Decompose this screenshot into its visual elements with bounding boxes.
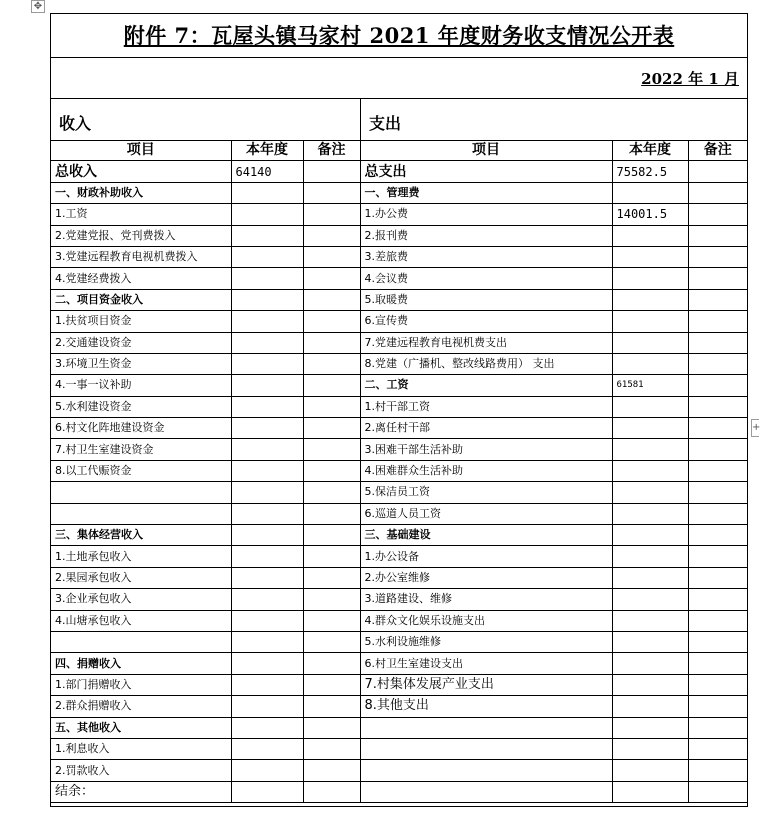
expense-item-cell[interactable]: 3.困难干部生活补助 [360, 439, 612, 460]
expense-value-cell[interactable] [612, 717, 688, 738]
table-row [51, 653, 747, 674]
income-note-cell[interactable] [303, 631, 360, 652]
expense-note-cell[interactable] [688, 631, 747, 652]
column-header-row [51, 140, 747, 161]
income-item-cell[interactable]: 三、集体经营收入 [51, 525, 231, 546]
expense-note-cell[interactable] [688, 546, 747, 567]
table-row [51, 546, 747, 567]
income-item-cell[interactable]: 二、项目资金收入 [51, 289, 231, 310]
expense-item-cell[interactable]: 1.办公设备 [360, 546, 612, 567]
expense-item-cell[interactable]: 二、工资 [360, 375, 612, 396]
income-value-cell[interactable] [231, 225, 303, 246]
expense-item-cell[interactable]: 4.群众文化娱乐设施支出 [360, 610, 612, 631]
ledger-grid [51, 140, 747, 803]
income-value-cell[interactable] [231, 246, 303, 267]
expense-value-cell[interactable] [612, 289, 688, 310]
total-row [51, 161, 747, 182]
expense-note-cell[interactable] [688, 311, 747, 332]
income-item-cell[interactable] [51, 503, 231, 524]
expense-note-cell[interactable] [688, 246, 747, 267]
title-row [51, 14, 747, 58]
income-note-cell[interactable] [303, 289, 360, 310]
income-value-cell[interactable] [231, 760, 303, 781]
expense-item-cell[interactable]: 一、管理费 [360, 182, 612, 203]
income-value-cell[interactable] [231, 653, 303, 674]
income-item-cell[interactable]: 1.部门捐赠收入 [51, 674, 231, 695]
expense-value-cell[interactable] [612, 738, 688, 759]
income-value-cell[interactable] [231, 589, 303, 610]
income-note-cell[interactable] [303, 781, 360, 802]
table-row [51, 396, 747, 417]
expense-item-cell[interactable]: 6.村卫生室建设支出 [360, 653, 612, 674]
income-value-cell[interactable] [231, 460, 303, 481]
expense-item-cell[interactable]: 7.村集体发展产业支出 [360, 674, 612, 695]
income-note-cell[interactable] [303, 760, 360, 781]
income-value-cell[interactable] [231, 781, 303, 802]
income-note-cell[interactable] [303, 482, 360, 503]
expense-note-cell[interactable] [688, 268, 747, 289]
income-note-cell[interactable] [303, 375, 360, 396]
expense-value-cell[interactable] [612, 268, 688, 289]
expense-value-cell[interactable] [612, 460, 688, 481]
expense-item-cell[interactable]: 5.取暖费 [360, 289, 612, 310]
income-item-cell[interactable]: 2.党建党报、党刊费拨入 [51, 225, 231, 246]
expense-note-cell[interactable] [688, 204, 747, 225]
table-row [51, 182, 747, 203]
income-note-cell[interactable] [303, 738, 360, 759]
income-note-cell[interactable] [303, 653, 360, 674]
income-value-cell[interactable] [231, 268, 303, 289]
expense-item-cell[interactable]: 4.会议费 [360, 268, 612, 289]
income-total-value[interactable]: 64140 [231, 161, 303, 182]
income-item-cell[interactable]: 2.罚款收入 [51, 760, 231, 781]
expense-value-cell[interactable] [612, 653, 688, 674]
section-header-row [51, 99, 747, 141]
expense-label: 支出 [369, 114, 402, 133]
expense-note-cell[interactable] [688, 375, 747, 396]
expense-item-cell[interactable]: 8.党建（广播机、整改线路费用） 支出 [360, 353, 612, 374]
income-note-cell[interactable] [303, 567, 360, 588]
expense-note-cell[interactable] [688, 460, 747, 481]
table-row [51, 610, 747, 631]
expense-note-cell[interactable] [688, 760, 747, 781]
income-note-cell[interactable] [303, 182, 360, 203]
table-row [51, 268, 747, 289]
table-row [51, 717, 747, 738]
finance-table [50, 13, 748, 807]
expense-item-cell[interactable]: 2.报刊费 [360, 225, 612, 246]
income-value-cell[interactable] [231, 567, 303, 588]
income-item-cell[interactable]: 2.群众捐赠收入 [51, 696, 231, 717]
expense-item-cell[interactable]: 8.其他支出 [360, 696, 612, 717]
income-item-cell[interactable]: 8.以工代赈资金 [51, 460, 231, 481]
report-date: 2022 年 1 月 [641, 70, 739, 88]
table-row [51, 353, 747, 374]
expense-item-cell[interactable]: 三、基础建设 [360, 525, 612, 546]
expense-note-cell[interactable] [688, 418, 747, 439]
income-value-cell[interactable] [231, 418, 303, 439]
expense-item-cell[interactable]: 5.保洁员工资 [360, 482, 612, 503]
income-value-cell[interactable] [231, 546, 303, 567]
expense-note-cell[interactable] [688, 332, 747, 353]
income-item-cell[interactable]: 4.山塘承包收入 [51, 610, 231, 631]
expense-value-cell[interactable] [612, 696, 688, 717]
expense-total-label[interactable]: 总支出 [360, 161, 612, 182]
income-value-cell[interactable] [231, 717, 303, 738]
expense-value-cell[interactable] [612, 610, 688, 631]
table-row [51, 567, 747, 588]
expense-item-cell[interactable] [360, 760, 612, 781]
expense-value-cell[interactable] [612, 482, 688, 503]
expense-total-note[interactable] [688, 161, 747, 182]
income-value-cell[interactable] [231, 332, 303, 353]
income-note-cell[interactable] [303, 418, 360, 439]
table-row [51, 696, 747, 717]
expense-note-cell[interactable] [688, 610, 747, 631]
expense-item-cell[interactable]: 7.党建远程教育电视机费支出 [360, 332, 612, 353]
income-item-cell[interactable]: 4.党建经费拨入 [51, 268, 231, 289]
expense-item-cell[interactable]: 2.离任村干部 [360, 418, 612, 439]
income-item-cell[interactable]: 1.工资 [51, 204, 231, 225]
expense-value-cell[interactable] [612, 760, 688, 781]
expense-value-cell[interactable] [612, 503, 688, 524]
table-row [51, 225, 747, 246]
income-item-cell[interactable]: 6.村文化阵地建设资金 [51, 418, 231, 439]
expense-value-cell[interactable] [612, 781, 688, 802]
expense-note-cell[interactable] [688, 738, 747, 759]
expense-note-cell[interactable] [688, 225, 747, 246]
income-note-cell[interactable] [303, 439, 360, 460]
income-note-cell[interactable] [303, 268, 360, 289]
income-note-cell[interactable] [303, 311, 360, 332]
income-value-cell[interactable] [231, 696, 303, 717]
expense-note-cell[interactable] [688, 182, 747, 203]
income-note-cell[interactable] [303, 225, 360, 246]
table-row [51, 311, 747, 332]
expense-note-cell[interactable] [688, 289, 747, 310]
income-note-cell[interactable] [303, 353, 360, 374]
expense-note-cell[interactable] [688, 482, 747, 503]
expense-value-cell[interactable] [612, 546, 688, 567]
income-note-cell[interactable] [303, 525, 360, 546]
expense-item-cell[interactable]: 2.办公室维修 [360, 567, 612, 588]
expense-note-cell[interactable] [688, 781, 747, 802]
table-row [51, 525, 747, 546]
income-item-cell[interactable]: 五、其他收入 [51, 717, 231, 738]
income-note-cell[interactable] [303, 717, 360, 738]
income-item-cell[interactable]: 1.扶贫项目资金 [51, 311, 231, 332]
expense-value-cell[interactable] [612, 674, 688, 695]
expense-item-cell[interactable]: 6.宣传费 [360, 311, 612, 332]
expense-note-cell[interactable] [688, 353, 747, 374]
income-note-cell[interactable] [303, 204, 360, 225]
expense-note-cell[interactable] [688, 589, 747, 610]
table-row [51, 332, 747, 353]
expense-note-cell[interactable] [688, 674, 747, 695]
expense-value-cell[interactable] [612, 225, 688, 246]
expense-value-cell[interactable]: 61581 [612, 375, 688, 396]
income-item-cell[interactable]: 7.村卫生室建设资金 [51, 439, 231, 460]
income-year-header: 本年度 [231, 140, 303, 161]
table-row [51, 460, 747, 481]
expense-value-cell[interactable] [612, 589, 688, 610]
income-item-cell[interactable]: 3.企业承包收入 [51, 589, 231, 610]
income-item-cell[interactable]: 四、捐赠收入 [51, 653, 231, 674]
income-note-header: 备注 [303, 140, 360, 161]
income-item-cell[interactable] [51, 631, 231, 652]
table-row [51, 738, 747, 759]
income-note-cell[interactable] [303, 546, 360, 567]
income-note-cell[interactable] [303, 503, 360, 524]
expense-item-cell[interactable] [360, 717, 612, 738]
expense-value-cell[interactable] [612, 182, 688, 203]
expense-item-cell[interactable] [360, 781, 612, 802]
expense-note-cell[interactable] [688, 567, 747, 588]
income-item-cell[interactable]: 4.一事一议补助 [51, 375, 231, 396]
income-item-cell[interactable]: 2.果园承包收入 [51, 567, 231, 588]
income-note-cell[interactable] [303, 674, 360, 695]
income-note-cell[interactable] [303, 246, 360, 267]
table-row [51, 246, 747, 267]
income-value-cell[interactable] [231, 439, 303, 460]
expense-value-cell[interactable] [612, 353, 688, 374]
income-value-cell[interactable] [231, 396, 303, 417]
income-item-cell[interactable]: 5.水利建设资金 [51, 396, 231, 417]
expense-year-header: 本年度 [612, 140, 688, 161]
table-row [51, 289, 747, 310]
table-row [51, 482, 747, 503]
income-note-cell[interactable] [303, 589, 360, 610]
table-row [51, 674, 747, 695]
expense-note-cell[interactable] [688, 396, 747, 417]
income-item-header: 项目 [51, 140, 231, 161]
expense-value-cell[interactable] [612, 525, 688, 546]
income-item-cell[interactable]: 3.党建远程教育电视机费拨入 [51, 246, 231, 267]
income-value-cell[interactable] [231, 503, 303, 524]
expense-total-value[interactable]: 75582.5 [612, 161, 688, 182]
expense-item-cell[interactable]: 1.村干部工资 [360, 396, 612, 417]
income-note-cell[interactable] [303, 696, 360, 717]
income-note-cell[interactable] [303, 396, 360, 417]
income-item-cell[interactable]: 1.土地承包收入 [51, 546, 231, 567]
income-note-cell[interactable] [303, 610, 360, 631]
expense-item-cell[interactable] [360, 738, 612, 759]
date-row [51, 58, 747, 99]
table-row [51, 781, 747, 802]
income-item-cell[interactable]: 1.利息收入 [51, 738, 231, 759]
income-value-cell[interactable] [231, 674, 303, 695]
income-value-cell[interactable] [231, 631, 303, 652]
income-value-cell[interactable] [231, 182, 303, 203]
expense-value-cell[interactable] [612, 311, 688, 332]
income-item-cell[interactable]: 一、财政补助收入 [51, 182, 231, 203]
table-row [51, 439, 747, 460]
expense-item-header: 项目 [360, 140, 612, 161]
income-item-cell[interactable]: 结余： [51, 781, 231, 802]
table-row [51, 375, 747, 396]
income-note-cell[interactable] [303, 460, 360, 481]
income-value-cell[interactable] [231, 204, 303, 225]
table-row [51, 503, 747, 524]
income-value-cell[interactable] [231, 311, 303, 332]
expense-value-cell[interactable] [612, 396, 688, 417]
income-value-cell[interactable] [231, 525, 303, 546]
expense-value-cell[interactable] [612, 332, 688, 353]
expense-value-cell[interactable] [612, 246, 688, 267]
expense-note-cell[interactable] [688, 717, 747, 738]
expense-value-cell[interactable] [612, 439, 688, 460]
table-row [51, 631, 747, 652]
expense-note-header: 备注 [688, 140, 747, 161]
expense-note-cell[interactable] [688, 439, 747, 460]
expense-note-cell[interactable] [688, 653, 747, 674]
income-value-cell[interactable] [231, 289, 303, 310]
expense-item-cell[interactable]: 6.巡道人员工资 [360, 503, 612, 524]
income-value-cell[interactable] [231, 375, 303, 396]
expense-value-cell[interactable] [612, 567, 688, 588]
table-row [51, 418, 747, 439]
expense-value-cell[interactable] [612, 418, 688, 439]
income-value-cell[interactable] [231, 610, 303, 631]
expense-note-cell[interactable] [688, 525, 747, 546]
expense-note-cell[interactable] [688, 503, 747, 524]
income-item-cell[interactable]: 3.环境卫生资金 [51, 353, 231, 374]
expense-item-cell[interactable]: 3.道路建设、维修 [360, 589, 612, 610]
income-note-cell[interactable] [303, 332, 360, 353]
income-value-cell[interactable] [231, 353, 303, 374]
income-value-cell[interactable] [231, 482, 303, 503]
expense-item-cell[interactable]: 3.差旅费 [360, 246, 612, 267]
table-move-handle-icon[interactable]: ✥ [31, 0, 45, 13]
income-header-cell [51, 99, 361, 140]
income-total-label[interactable]: 总收入 [51, 161, 231, 182]
expense-value-cell[interactable]: 14001.5 [612, 204, 688, 225]
expense-item-cell[interactable]: 5.水利设施维修 [360, 631, 612, 652]
table-row [51, 589, 747, 610]
expense-item-cell[interactable]: 1.办公费 [360, 204, 612, 225]
income-label: 收入 [59, 114, 92, 133]
income-item-cell[interactable] [51, 482, 231, 503]
document-title: 附件 7：瓦屋头镇马家村 2021 年度财务收支情况公开表 [123, 23, 675, 48]
income-total-note[interactable] [303, 161, 360, 182]
income-item-cell[interactable]: 2.交通建设资金 [51, 332, 231, 353]
expense-value-cell[interactable] [612, 631, 688, 652]
table-row [51, 760, 747, 781]
expense-item-cell[interactable]: 4.困难群众生活补助 [360, 460, 612, 481]
expense-note-cell[interactable] [688, 696, 747, 717]
table-row [51, 204, 747, 225]
income-value-cell[interactable] [231, 738, 303, 759]
insert-column-handle-icon[interactable]: + [751, 419, 759, 437]
